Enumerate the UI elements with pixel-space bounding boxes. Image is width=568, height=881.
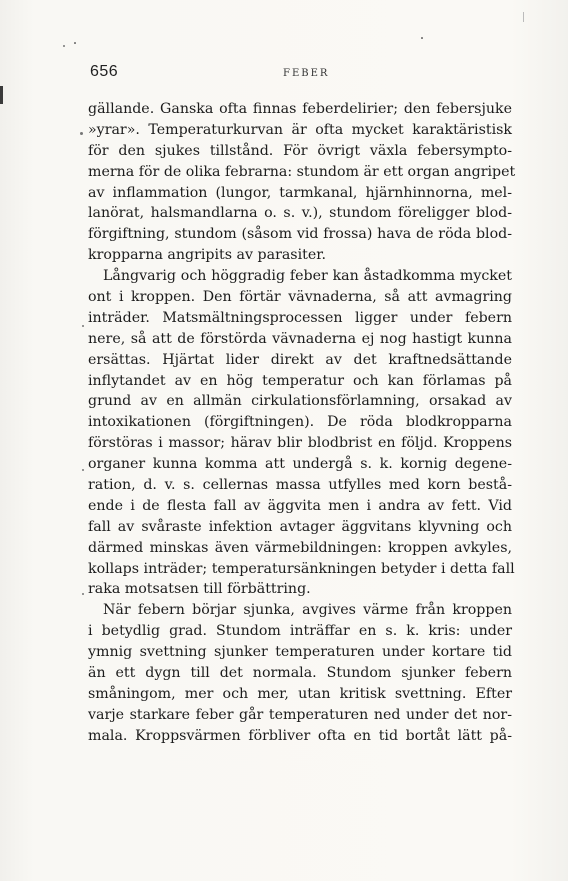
text-line: inflytandet av en hög temperatur och kan förlamas på: [88, 372, 512, 389]
text-line: än ett dygn till det normala. Stundom sjunker febern: [88, 665, 512, 682]
text-line: ersättas. Hjärtat lider direkt av det kraftnedsättande: [88, 351, 512, 368]
text-line: i betydlig grad. Stundom inträffar en s. k. kris: under: [88, 623, 512, 640]
text-line: »yrar». Temperaturkurvan är ofta mycket karaktäristisk: [88, 121, 512, 138]
text-line: inträder. Matsmältningsprocessen ligger under febern: [88, 309, 512, 326]
text-line: raka motsatsen till förbättring.: [88, 581, 311, 598]
text-line: ration, d. v. s. cellernas massa utfylles med korn bestå-: [88, 477, 512, 494]
text-line: småningom, mer och mer, utan kritisk svettning. Efter: [88, 685, 512, 702]
left-edge-mark: [0, 86, 3, 104]
body-text: [88, 99, 516, 747]
text-line: När febern börjar sjunka, avgives värme från kroppen: [103, 602, 512, 619]
running-head: FEBER: [283, 68, 330, 79]
text-line: varje starkare feber går temperaturen ned under det nor-: [88, 706, 512, 723]
text-line: kollaps inträder; temperatursänkningen betyder i detta fall: [88, 560, 515, 577]
text-line: mala. Kroppsvärmen förbliver ofta en tid bortåt lätt på-: [88, 727, 512, 744]
text-line: fall av svåraste infektion avtager äggvitans klyvning och: [88, 518, 512, 535]
text-line: därmed minskas även värmebildningen: kroppen avkyles,: [88, 539, 512, 556]
text-line: ont i kroppen. Den förtär vävnaderna, så att avmagring: [88, 289, 512, 306]
text-line: ymnig svettning sjunker temperaturen under kortare tid: [88, 644, 512, 661]
text-line: kropparna angripits av parasiter.: [88, 247, 326, 264]
text-line: Långvarig och höggradig feber kan åstadkomma mycket: [103, 268, 512, 285]
text-line: ende i de flesta fall av äggvita men i andra av fett. Vid: [88, 497, 512, 514]
text-line: grund av en allmän cirkulationsförlamning, orsakad av: [88, 393, 512, 410]
text-line: nere, så att de förstörda vävnaderna ej nog hastigt kunna: [88, 330, 512, 347]
text-line: gällande. Ganska ofta finnas feberdelirier; den febersjuke: [88, 101, 512, 117]
text-line: merna för de olika febrarna: stundom är ett organ angripet: [88, 163, 516, 180]
text-line: organer kunna komma att undergå s. k. kornig degene-: [88, 456, 512, 473]
text-line: för den sjukes tillstånd. För övrigt växla febersympto-: [88, 142, 512, 159]
text-line: intoxikationen (förgiftningen). De röda blodkropparna: [88, 414, 512, 431]
text-line: lanörat, halsmandlarna o. s. v.), stundom föreligger blod-: [88, 205, 512, 222]
text-line: förgiftning, stundom (såsom vid frossa) hava de röda blod-: [88, 226, 512, 243]
text-line: förstöras i massor; härav blir blodbrist en följd. Kroppens: [88, 435, 512, 452]
text-line: av inflammation (lungor, tarmkanal, hjärnhinnorna, mel-: [88, 184, 512, 201]
page-number: 656: [90, 63, 119, 80]
